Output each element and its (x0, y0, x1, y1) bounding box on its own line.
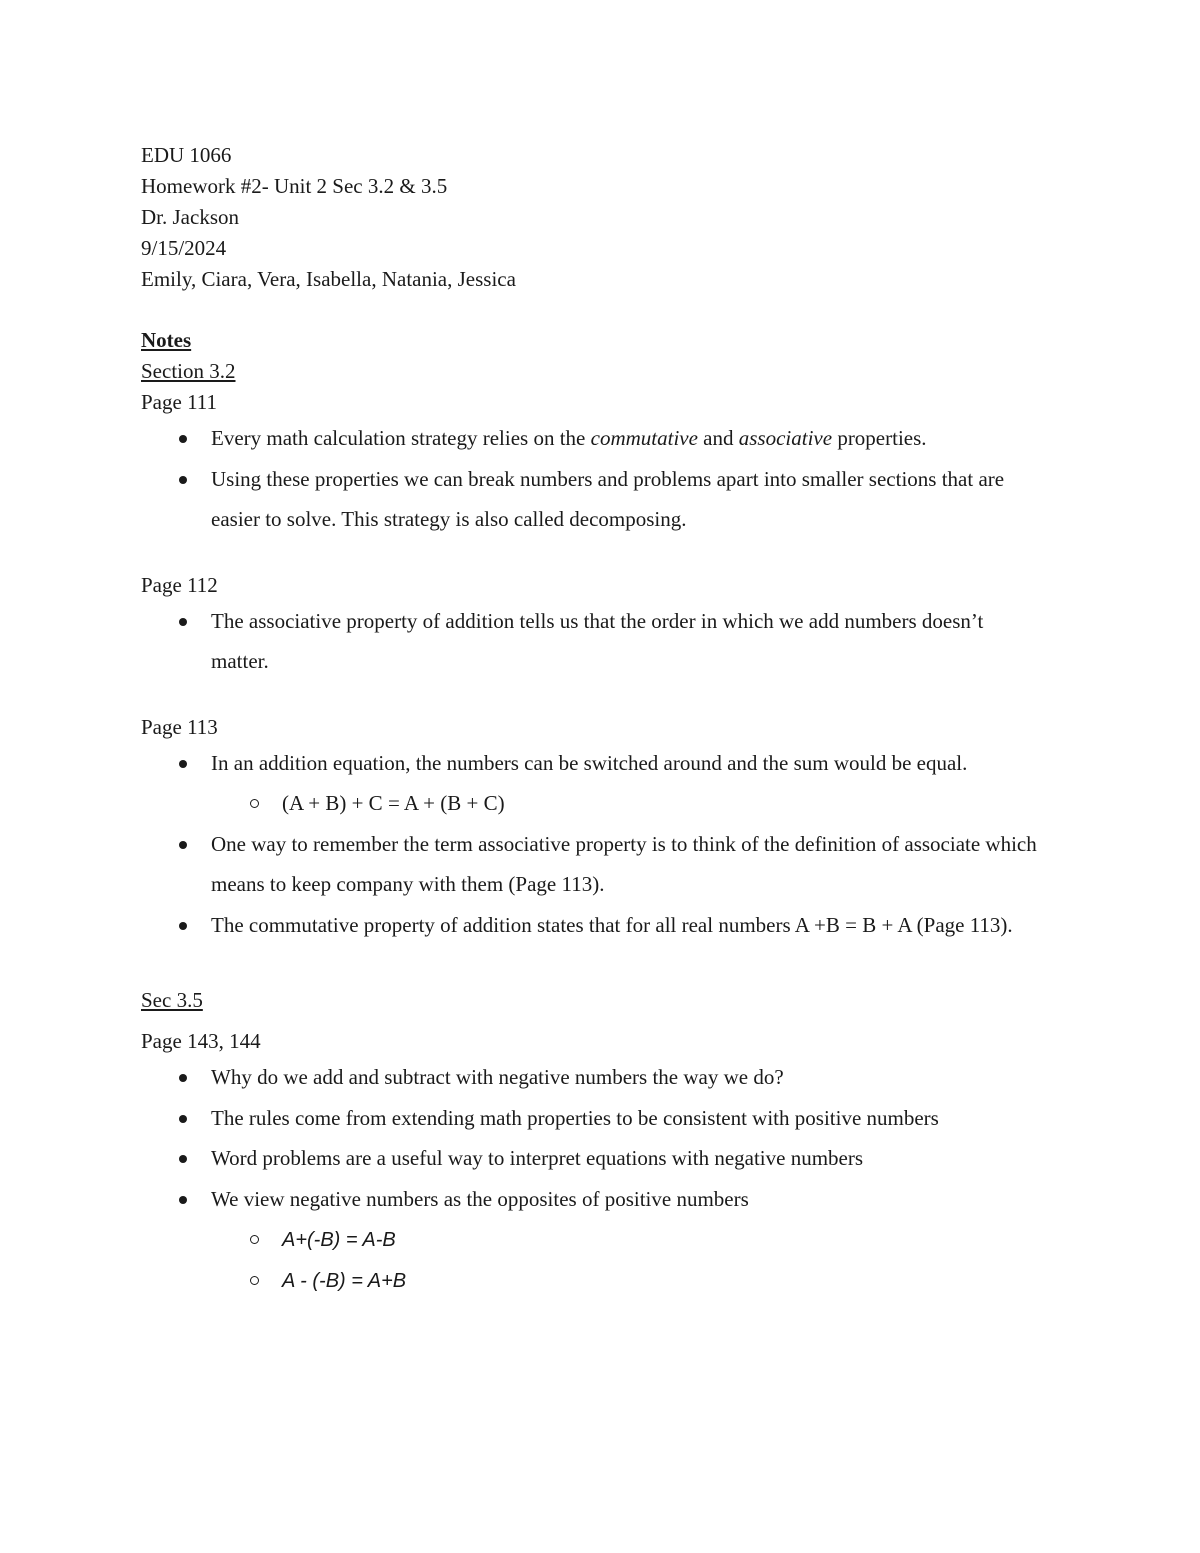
assignment-title: Homework #2- Unit 2 Sec 3.2 & 3.5 (141, 174, 448, 198)
document-date: 9/15/2024 (141, 236, 227, 260)
bullet-icon (179, 435, 187, 443)
sub-list-item: (A + B) + C = A + (B + C) (141, 783, 1041, 824)
list-item: The commutative property of addition states that for all real numbers A +B = B + A (Page 113). (141, 905, 1041, 946)
page-111-label: Page 111 (141, 390, 218, 414)
term-commutative: commutative (590, 426, 698, 450)
list-item: Word problems are a useful way to interpret equations with negative numbers (141, 1138, 1041, 1179)
list-item: We view negative numbers as the opposites of positive numbers (141, 1179, 1041, 1220)
list-item: The rules come from extending math properties to be consistent with positive numbers (141, 1098, 1041, 1139)
group-members: Emily, Ciara, Vera, Isabella, Natania, Jessica (141, 267, 516, 291)
page-112-label: Page 112 (141, 572, 218, 597)
list-item: The associative property of addition tells us that the order in which we add numbers doesn’t matter. (141, 601, 1041, 682)
list-item: In an addition equation, the numbers can be switched around and the sum would be equal. (141, 743, 1041, 784)
section-3-5-title: Sec 3.5 (141, 988, 203, 1012)
list-item: Every math calculation strategy relies on the commutative and associative properties. (141, 418, 1041, 459)
hollow-bullet-icon (250, 1276, 259, 1285)
bullet-icon (179, 1196, 187, 1204)
bullet-icon (179, 922, 187, 930)
sub-list-item: A - (-B) = A+B (141, 1260, 1041, 1301)
bullet-icon (179, 1115, 187, 1123)
sub-list-item: A+(-B) = A-B (141, 1219, 1041, 1260)
page-113-label: Page 113 (141, 714, 218, 739)
list-item: One way to remember the term associative property is to think of the definition of associate which means to keep company with them (Page 113). (141, 824, 1041, 905)
section-3-2-title: Section 3.2 (141, 359, 236, 383)
notes-heading: Notes (141, 328, 192, 352)
bullet-icon (179, 760, 187, 768)
course-code: EDU 1066 (141, 143, 232, 167)
document-page (141, 140, 1041, 1300)
instructor-name: Dr. Jackson (141, 205, 239, 229)
bullet-icon (179, 1155, 187, 1163)
list-item: Why do we add and subtract with negative numbers the way we do? (141, 1057, 1041, 1098)
list-item: Using these properties we can break numbers and problems apart into smaller sections that are easier to solve. This strategy is also called decomposing. (141, 459, 1041, 540)
term-associative: associative (738, 426, 833, 450)
bullet-icon (179, 841, 187, 849)
bullet-icon (179, 476, 187, 484)
page-143-144-label: Page 143, 144 (141, 1029, 261, 1053)
hollow-bullet-icon (250, 1235, 259, 1244)
bullet-icon (179, 618, 187, 626)
hollow-bullet-icon (250, 799, 259, 808)
bullet-icon (179, 1074, 187, 1082)
